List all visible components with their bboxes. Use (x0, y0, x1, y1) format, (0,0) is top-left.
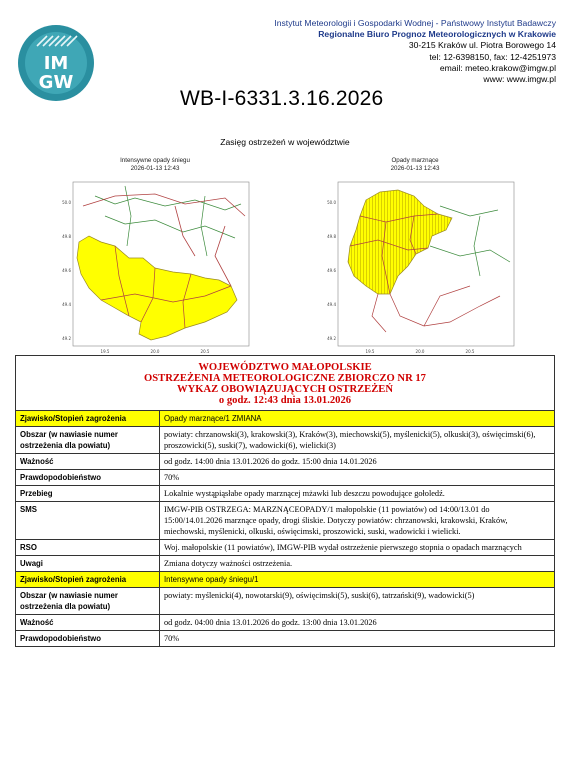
row-value: od godz. 04:00 dnia 13.01.2026 do godz. 13:00 dnia 13.01.2026 (160, 615, 555, 631)
table-heading-row (16, 356, 555, 411)
table-row (16, 427, 555, 454)
row-value: Opady marznące/1 ZMIANA (160, 411, 555, 427)
table-row (16, 572, 555, 588)
row-label: Prawdopodobieństwo (16, 631, 160, 647)
map-1-ytick: 49.8 (62, 234, 71, 239)
maps-subtitle: Zasięg ostrzeżeń w województwie (220, 137, 350, 147)
map-2-xtick: 20.5 (465, 349, 475, 354)
table-row (16, 411, 555, 427)
table-row (16, 631, 555, 647)
row-value: 70% (160, 470, 555, 486)
map-2-xtick: 19.5 (365, 349, 375, 354)
table-row (16, 454, 555, 470)
map-2-title: Opady marznące (391, 157, 439, 164)
office-name: Regionalne Biuro Prognoz Meteorologicznych w Krakowie (318, 29, 556, 40)
phone-fax: tel: 12-6398150, fax: 12-4251973 (429, 51, 556, 62)
map-2-ytick: 49.4 (327, 302, 336, 307)
row-value: Lokalnie wystąpiąsłabe opady marznącej mżawki lub deszczu powodujące gołoledź. (160, 486, 555, 502)
row-value: Zmiana dotyczy ważności ostrzeżenia. (160, 556, 555, 572)
heading-line: OSTRZEŻENIA METEOROLOGICZNE ZBIORCZO NR 17 (144, 373, 426, 384)
row-label: RSO (16, 540, 160, 556)
email: email: meteo.krakow@imgw.pl (439, 62, 556, 73)
map-2-caption (330, 157, 500, 173)
table-row (16, 486, 555, 502)
heading-line: WOJEWÓDZTWO MAŁOPOLSKIE (198, 362, 372, 373)
row-label: SMS (16, 502, 160, 540)
row-label: Uwagi (16, 556, 160, 572)
table-row (16, 588, 555, 615)
row-label: Obszar (w nawiasie numer ostrzeżenia dla powiatu) (16, 588, 160, 615)
map-1-ytick: 49.2 (62, 336, 71, 341)
row-label: Prawdopodobieństwo (16, 470, 160, 486)
map-1-ytick: 49.4 (62, 302, 71, 307)
map-2-ytick: 49.6 (327, 268, 336, 273)
row-label: Ważność (16, 615, 160, 631)
logo-text-top: IM (43, 53, 69, 74)
heading-line: WYKAZ OBOWIĄZUJĄCYCH OSTRZEŻEŃ (176, 384, 394, 395)
map-2-ytick: 50.0 (327, 200, 336, 205)
table-row (16, 615, 555, 631)
institute-header (274, 18, 556, 85)
map-2-xtick: 20.0 (415, 349, 425, 354)
row-value: powiaty: chrzanowski(3), krakowski(3), Kraków(3), miechowski(5), myślenicki(5), olkuski(3), oświęcimski(6), proszowicki(5), suski(7), wadowicki(6), wielicki(3) (160, 427, 555, 454)
row-value: IMGW-PIB OSTRZEGA: MARZNĄCEOPADY/1 małopolskie (11 powiatów) od 14:00/13.01 do 15:00/14.01.2026 marznące opady, drogi śliskie. Dotyczy powiatów: chrzanowski, krakowski, Kraków, miechowski, myślenicki, olkuski, oświęcimski, proszowicki, suski, wadowicki i wielicki. (160, 502, 555, 540)
logo-text-bottom: GW (38, 72, 74, 93)
table-heading (16, 356, 555, 411)
map-2-ytick: 49.2 (327, 336, 336, 341)
map-2-ytick: 49.8 (327, 234, 336, 239)
warnings-table (15, 355, 555, 647)
map-1-caption (70, 157, 240, 173)
map-2-freezing (320, 176, 520, 356)
table-row (16, 540, 555, 556)
heading-line: o godz. 12:43 dnia 13.01.2026 (218, 395, 352, 406)
website: www: www.imgw.pl (483, 74, 556, 85)
institute-name: Instytut Meteorologii i Gospodarki Wodnej - Państwowy Instytut Badawczy (274, 18, 556, 28)
table-row (16, 502, 555, 540)
table-row (16, 470, 555, 486)
imgw-logo (17, 24, 95, 102)
map-1-title: Intensywne opady śniegu (120, 157, 190, 164)
map-1-xtick: 19.5 (100, 349, 110, 354)
row-value: 70% (160, 631, 555, 647)
row-label: Przebieg (16, 486, 160, 502)
row-label: Zjawisko/Stopień zagrożenia (16, 411, 160, 427)
row-label: Zjawisko/Stopień zagrożenia (16, 572, 160, 588)
address: 30-215 Kraków ul. Piotra Borowego 14 (408, 40, 556, 51)
map-1-xtick: 20.0 (150, 349, 160, 354)
map-1-ytick: 49.6 (62, 268, 71, 273)
row-label: Ważność (16, 454, 160, 470)
map-1-date: 2026-01-13 12:43 (130, 165, 180, 172)
row-value: od godz. 14:00 dnia 13.01.2026 do godz. 15:00 dnia 14.01.2026 (160, 454, 555, 470)
map-2-date: 2026-01-13 12:43 (390, 165, 440, 172)
map-1-xtick: 20.5 (200, 349, 210, 354)
table-row (16, 556, 555, 572)
row-value: Intensywne opady śniegu/1 (160, 572, 555, 588)
map-1-ytick: 50.0 (62, 200, 71, 205)
row-value: powiaty: myślenicki(4), nowotarski(9), oświęcimski(5), suski(6), tatrzański(9), wadowicki(5) (160, 588, 555, 615)
row-value: Woj. małopolskie (11 powiatów), IMGW-PIB wydał ostrzeżenie pierwszego stopnia o opadach marznących (160, 540, 555, 556)
row-label: Obszar (w nawiasie numer ostrzeżenia dla powiatu) (16, 427, 160, 454)
document-id: WB-I-6331.3.16.2026 (180, 87, 384, 110)
map-1-snow (55, 176, 255, 356)
